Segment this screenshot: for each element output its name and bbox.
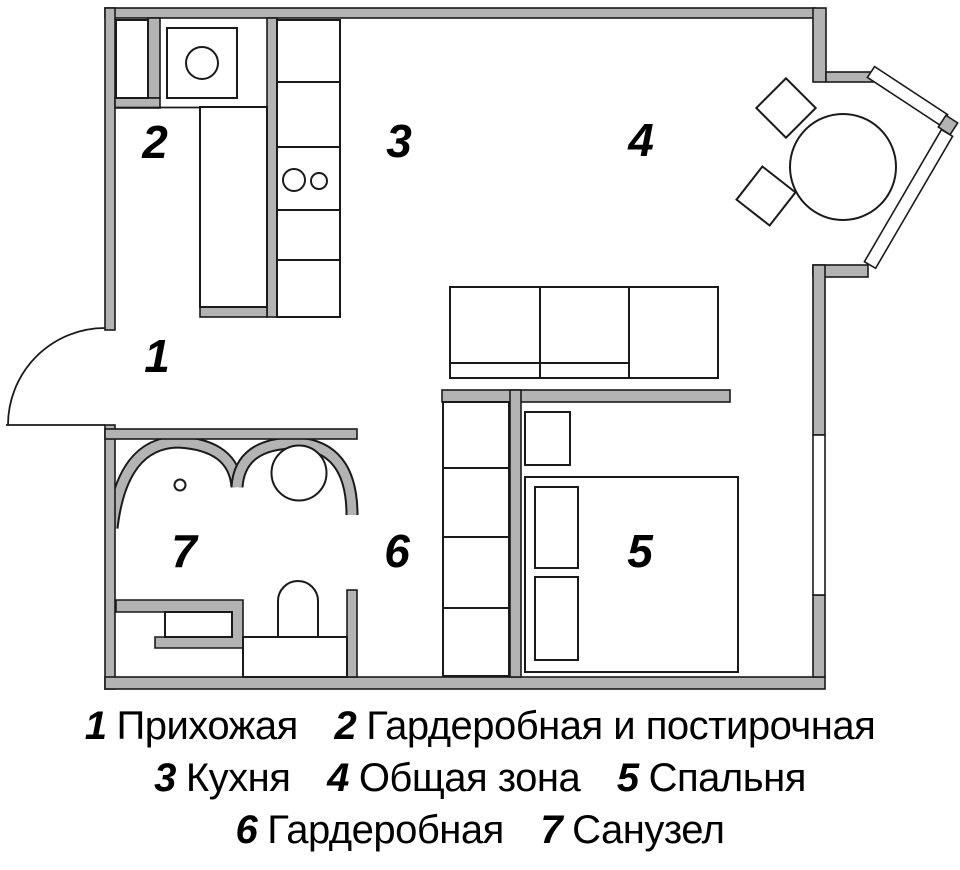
toilet-icon: [278, 581, 318, 637]
room2-fixtures: [116, 20, 267, 307]
room-label-1: 1: [144, 330, 170, 382]
wall-right-upper: [813, 265, 825, 435]
legend-entry-7: [540, 804, 724, 856]
wall-bedroom-left: [510, 390, 521, 677]
legend-entry-1: [85, 700, 298, 752]
wall-right-lower: [813, 595, 825, 677]
pillow: [535, 577, 578, 660]
room-label-6: 6: [384, 525, 410, 577]
legend-room-name: Общая зона: [358, 756, 581, 800]
wall-bottom: [105, 677, 825, 689]
nightstand: [525, 412, 570, 465]
kitchen-counter: [277, 20, 340, 317]
room-label-2: 2: [142, 116, 168, 168]
kitchen-fixtures: [277, 20, 340, 317]
wall-bathroom-stub: [347, 590, 357, 677]
legend-room-number: 4: [327, 756, 349, 800]
wall-closet-base: [200, 307, 267, 317]
legend: [0, 700, 960, 856]
washing-machine-drum-icon: [186, 47, 218, 79]
wall-bay-vertical: [813, 8, 826, 82]
room-label-4: 4: [628, 114, 654, 166]
wall-bathroom-top: [105, 429, 357, 439]
legend-room-name: Гардеробная и постирочная: [366, 704, 876, 748]
bedroom-fixtures: [443, 402, 738, 676]
legend-room-number: 7: [540, 808, 563, 852]
legend-room-name: Санузел: [572, 808, 725, 852]
stove-burner-icon: [311, 173, 327, 189]
legend-room-name: Прихожая: [116, 704, 298, 748]
legend-entry-6: [236, 804, 504, 856]
wardrobe: [443, 402, 509, 676]
legend-room-name: Гардеробная: [267, 808, 504, 852]
room-label-3: 3: [386, 115, 412, 167]
legend-entry-3: [154, 752, 290, 804]
pillow: [535, 487, 578, 568]
entry-door: [6, 328, 105, 425]
wall-top: [105, 8, 815, 18]
room-label-5: 5: [627, 525, 653, 577]
legend-row: [0, 752, 960, 804]
legend-room-number: 5: [616, 756, 639, 800]
chair-icon: [737, 167, 796, 226]
stove-burner-icon: [283, 169, 305, 191]
bathroom-niche: [165, 612, 232, 637]
bay-window-upper: [867, 67, 947, 126]
legend-room-number: 1: [84, 704, 107, 748]
bedroom-window: [813, 435, 825, 595]
sofa: [450, 287, 718, 378]
legend-room-name: Кухня: [185, 756, 291, 800]
legend-row: [0, 700, 960, 752]
room-label-7: 7: [171, 525, 197, 577]
shower-drain-icon: [175, 480, 186, 491]
wall-living-bedroom: [442, 390, 730, 402]
wall-left-upper: [105, 8, 115, 330]
legend-entry-5: [617, 752, 806, 804]
entry-door-swing-arc: [8, 328, 105, 425]
legend-room-name: Спальня: [648, 756, 806, 800]
legend-room-number: 6: [235, 808, 258, 852]
wall-room2-divider: [148, 18, 160, 98]
wall-under-cabinet: [115, 98, 160, 108]
legend-room-number: 3: [154, 756, 176, 800]
legend-entry-2: [334, 700, 875, 752]
wall-kitchen-divider: [267, 18, 277, 317]
cabinet: [116, 20, 148, 98]
living-fixtures: [450, 78, 896, 378]
legend-entry-4: [327, 752, 580, 804]
wall-bay-top: [826, 72, 873, 82]
legend-row: [0, 804, 960, 856]
dining-table-icon: [790, 114, 896, 220]
sink-icon: [272, 446, 327, 501]
legend-room-number: 2: [334, 704, 357, 748]
tall-closet: [200, 107, 267, 307]
bathroom-counter: [243, 637, 347, 677]
wall-left-lower: [105, 425, 115, 689]
